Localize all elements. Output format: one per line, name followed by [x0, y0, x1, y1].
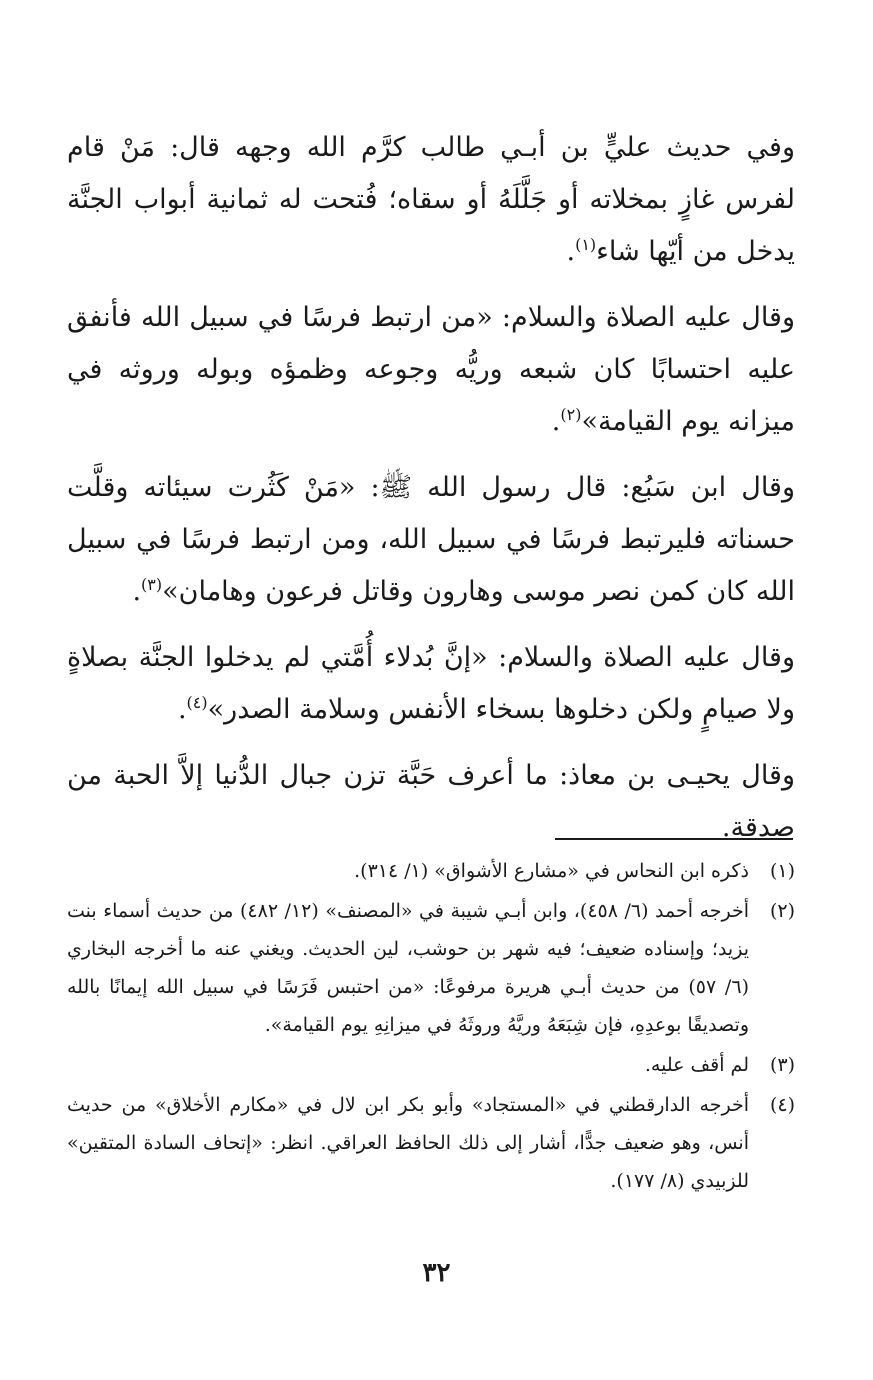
footnote-number: (١) [769, 860, 795, 882]
footnote-text: لم أقف عليه. [644, 1054, 749, 1076]
footnote-ref-3[interactable]: (٣) [141, 575, 163, 594]
footnote-3 [67, 1046, 795, 1084]
footnote-ref-1[interactable]: (١) [575, 235, 597, 254]
footnote-1 [67, 852, 795, 890]
footnote-text: أخرجه أحمد (٦/ ٤٥٨)، وابن أبـي شيبة في «المصنف» (١٢/ ٤٨٢) من حديث أسماء بنت يزيد؛ وإسناده ضعيف؛ فيه شهر بن حوشب، لين الحديث. ويغني عنه ما أخرجه البخاري (٦/ ٥٧) من حديث أبـي هريرة مرفوعًا: «من احتبس فَرَسًا في سبيل الله إيمانًا بالله وتصديقًا بوعدِهِ، فإن شِبَعَهُ وريَّهُ وروثَهُ في ميزانِهِ يوم القيامة». [67, 900, 750, 1036]
footnote-4 [67, 1086, 795, 1200]
page-number: ٣٢ [422, 1258, 451, 1288]
main-text [67, 122, 795, 868]
paragraph-2: وقال عليه الصلاة والسلام: «من ارتبط فرسًا في سبيل الله فأنفق عليه احتسابًا كان شبعه وريُّه وجوعه وظمؤه وبوله وروثه في ميزانه يوم القيامة»$^{(٢)}$. [67, 302, 795, 437]
footnote-number: (٤) [769, 1094, 795, 1116]
paragraph-1: وفي حديث عليٍّ بن أبـي طالب كرَّم الله وجهه قال: مَنْ قام لفرس غازٍ بمخلاته أو جَلَّلَهُ أو سقاه؛ فُتحت له ثمانية أبواب الجنَّة يدخل من أيّها شاء$^{(١)}$. [67, 132, 795, 267]
footnote-divider [555, 838, 793, 840]
footnote-ref-2[interactable]: (٢) [560, 405, 582, 424]
footnote-text: أخرجه الدارقطني في «المستجاد» وأبو بكر ابن لال في «مكارم الأخلاق» من حديث أنس، وهو ضعيف جدًّا، أشار إلى ذلك الحافظ العراقي. انظر: «إتحاف السادة المتقين» للزبيدي (٨/ ١٧٧). [67, 1094, 749, 1192]
paragraph-5: وقال يحيـى بن معاذ: ما أعرف حَبَّة تزن جبال الدُّنيا إلاَّ الحبة من صدقة. [67, 760, 795, 843]
paragraph-4: وقال عليه الصلاة والسلام: «إنَّ بُدلاء أُمَّتي لم يدخلوا الجنَّة بصلاةٍ ولا صيامٍ ولكن دخلوها بسخاء الأنفس وسلامة الصدر»$^{(٤)}$. [67, 642, 795, 725]
footnote-number: (٣) [769, 1054, 795, 1076]
footnote-2 [67, 892, 795, 1044]
footnote-text: ذكره ابن النحاس في «مشارع الأشواق» (١/ ٣١٤). [354, 860, 749, 882]
footnote-ref-4[interactable]: (٤) [186, 693, 208, 712]
footnotes-section [67, 852, 795, 1202]
paragraph-3: وقال ابن سَبُع: قال رسول الله ﷺ: «مَنْ كَثُرت سيئاته وقلَّت حسناته فليرتبط فرسًا في سبيل الله، ومن ارتبط فرسًا في سبيل الله كان كمن نصر موسى وهارون وقاتل فرعون وهامان»$^{(٣)}$. [67, 472, 795, 607]
footnote-number: (٢) [769, 900, 795, 922]
